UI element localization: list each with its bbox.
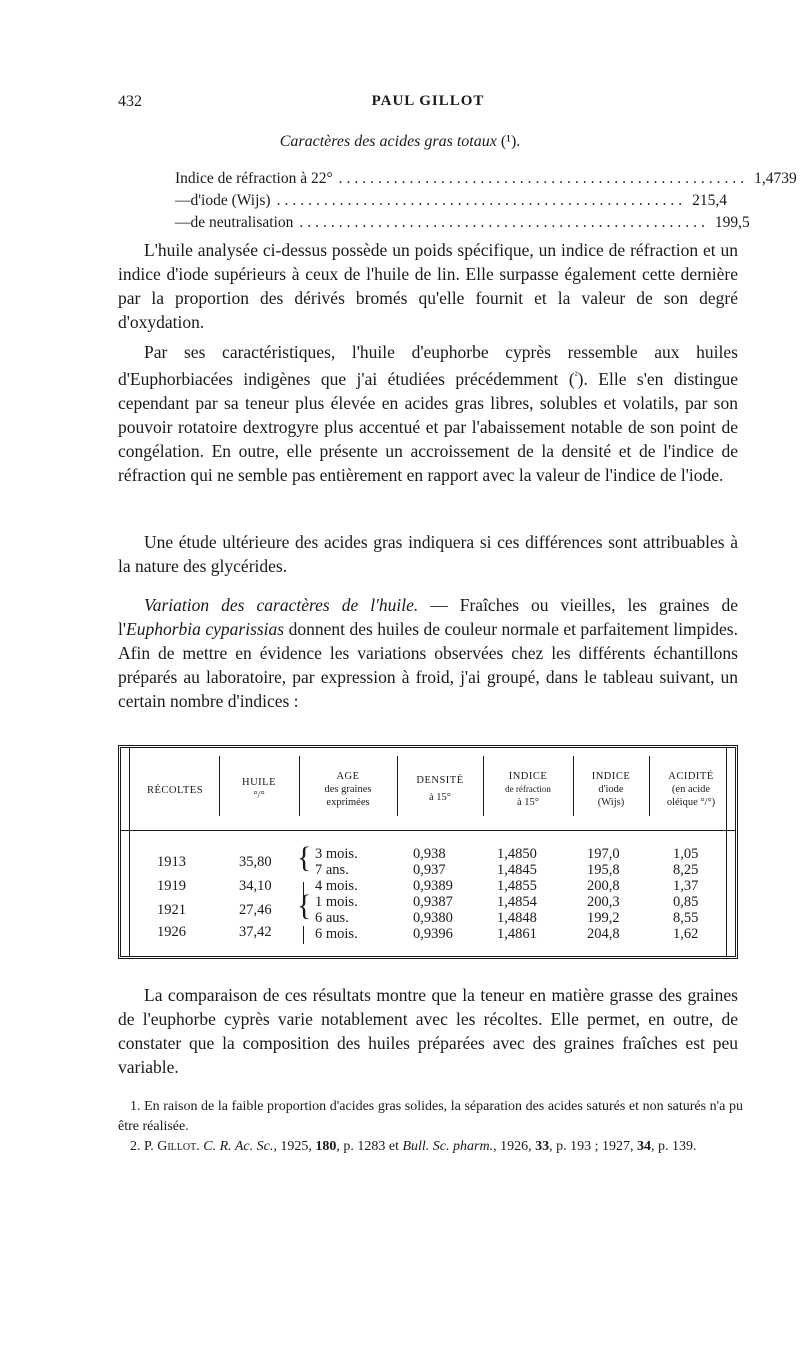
constant-dash: — — [175, 214, 191, 231]
cell-refraction: 1,4845 — [497, 862, 537, 878]
cell-recolte: 1919 — [157, 878, 186, 894]
journal-name: C. R. Ac. Sc. — [203, 1139, 274, 1154]
cell-acidite: 1,37 — [673, 878, 699, 894]
cell-acidite: 1,62 — [673, 926, 699, 942]
brace: { — [297, 889, 312, 922]
cell-iode: 195,8 — [587, 862, 620, 878]
cell-acidite: 0,85 — [673, 894, 699, 910]
cell-age: 4 mois. — [315, 878, 358, 894]
constant-label: de neutralisation — [190, 214, 294, 231]
cell-iode: 197,0 — [587, 846, 620, 862]
brace: { — [297, 841, 312, 874]
section-title-note: (¹). — [500, 133, 521, 150]
constant-value: 199,5 — [714, 214, 750, 231]
footnote-ref: ² — [574, 370, 578, 381]
constants-list — [175, 170, 797, 236]
page-number: 432 — [118, 93, 142, 110]
running-head — [118, 93, 738, 115]
footnote-2: 2. P. Gillot. C. R. Ac. Sc., 1925, 180, p. 1283 et Bull. Sc. pharm., 1926, 33, p. 193 ; 1927, 34, p. 139. — [130, 1139, 697, 1154]
cell-refraction: 1,4855 — [497, 878, 537, 894]
paragraph-4-title: Variation des caractères de l'huile. — [144, 595, 419, 615]
cell-recolte: 1913 — [157, 854, 186, 870]
cell-huile: 27,46 — [239, 902, 272, 918]
cell-densite: 0,9389 — [413, 878, 453, 894]
cell-recolte: 1921 — [157, 902, 186, 918]
paragraph-3: Une étude ultérieure des acides gras indiquera si ces différences sont attribuables à la nature des glycérides. — [118, 532, 738, 576]
cell-huile: 37,42 — [239, 924, 272, 940]
paragraph-4-b: donnent des huiles de couleur normale et parfaitement limpides. Afin de mettre en évidence les variations observées chez les différents échantillons préparés au laboratoire, par expression à froid, j'ai groupé, dans le tableau suivant, un certain nombre d'indices : — [118, 619, 738, 711]
cell-refraction: 1,4848 — [497, 910, 537, 926]
species-name: Euphorbia cyparissias — [126, 619, 285, 639]
cell-iode: 200,3 — [587, 894, 620, 910]
table-rule-left — [129, 748, 130, 956]
leader-dots: .................................................... — [299, 214, 709, 231]
cell-acidite: 8,25 — [673, 862, 699, 878]
header-age: AGE des graines exprimées — [324, 771, 372, 808]
header-densite: DENSITÉ à 15° — [416, 775, 464, 803]
paragraph-4-a: — Fraîches ou vieilles, les graines de l' — [118, 595, 738, 639]
cell-acidite: 1,05 — [673, 846, 699, 862]
cell-densite: 0,9396 — [413, 926, 453, 942]
header-refraction: INDICE de réfraction à 15° — [505, 771, 551, 808]
constant-dash: — — [175, 192, 191, 209]
journal-name: Bull. Sc. pharm. — [402, 1139, 494, 1154]
brace-bar — [303, 926, 304, 944]
paragraph-4 — [118, 593, 738, 713]
header-author: PAUL GILLOT — [371, 93, 485, 109]
cell-age: 3 mois. — [315, 846, 358, 862]
data-table — [118, 745, 738, 959]
cell-iode: 200,8 — [587, 878, 620, 894]
section-title — [0, 133, 800, 151]
paragraph-1: L'huile analysée ci-dessus possède un poids spécifique, un indice de réfraction et un indice d'iode supérieurs à ceux de l'huile de lin. Elle surpasse également cette dernière par la proportion des dérivés bromés qu'elle fournit et la valeur de son degré d'oxydation. — [118, 240, 738, 332]
header-acidite: ACIDITÉ (en acide oléique °/°) — [666, 771, 716, 808]
footnote-author: Gillot — [157, 1139, 197, 1154]
constant-label: Indice de réfraction à 22° — [175, 170, 333, 187]
section-title-text: Caractères des acides gras totaux — [279, 133, 497, 150]
constant-value: 1,4739 — [754, 170, 797, 187]
constant-label: d'iode (Wijs) — [190, 192, 271, 209]
footnotes — [118, 1097, 743, 1157]
paragraph-2 — [118, 340, 738, 487]
header-iode: INDICE d'iode (Wijs) — [591, 771, 631, 808]
constant-row — [175, 170, 797, 192]
cell-iode: 199,2 — [587, 910, 620, 926]
constant-value: 215,4 — [692, 192, 727, 209]
cell-densite: 0,9380 — [413, 910, 453, 926]
cell-densite: 0,938 — [413, 846, 446, 862]
cell-age: 7 ans. — [315, 862, 349, 878]
cell-iode: 204,8 — [587, 926, 620, 942]
paragraph-2-a: Par ses caractéristiques, l'huile d'euphorbe cyprès ressemble aux huiles d'Euphorbiacées indigènes que j'ai étudiées précédemment ( — [118, 342, 738, 389]
cell-age: 1 mois. — [315, 894, 358, 910]
leader-dots: .................................................... — [338, 170, 749, 187]
cell-refraction: 1,4850 — [497, 846, 537, 862]
footnote-1: 1. En raison de la faible proportion d'acides gras solides, la séparation des acides saturés et non saturés n'a pu être réalisée. — [118, 1099, 743, 1134]
cell-acidite: 8,55 — [673, 910, 699, 926]
paragraph-2-b: ). Elle s'en distingue cependant par sa teneur plus élevée en acides gras libres, solubles et volatils, par son pouvoir rotatoire dextrogyre plus accentué et par l'abaissement notable de son point de congélation. En outre, elle présente un accroissement de la densité et de l'indice de réfraction qui ne semble pas entièrement en rapport avec la valeur de l'indice de l'iode. — [118, 368, 739, 485]
cell-huile: 35,80 — [239, 854, 272, 870]
constant-row — [175, 214, 750, 236]
cell-densite: 0,937 — [413, 862, 446, 878]
cell-huile: 34,10 — [239, 878, 272, 894]
leader-dots: .................................................... — [276, 192, 687, 209]
header-huile: HUILE °/° — [242, 777, 276, 801]
cell-refraction: 1,4854 — [497, 894, 537, 910]
table-header-rule — [121, 830, 735, 831]
cell-age: 6 aus. — [315, 910, 349, 926]
cell-densite: 0,9387 — [413, 894, 453, 910]
paragraph-5: La comparaison de ces résultats montre que la teneur en matière grasse des graines de l'euphorbe cyprès varie notablement avec les récoltes. Elle permet, en outre, de constater que la composition des huiles préparées avec des graines fraîches est peu variable. — [118, 985, 738, 1077]
cell-recolte: 1926 — [157, 924, 186, 940]
cell-age: 6 mois. — [315, 926, 358, 942]
header-recoltes: RÉCOLTES — [146, 785, 204, 796]
constant-row — [175, 192, 727, 214]
cell-refraction: 1,4861 — [497, 926, 537, 942]
